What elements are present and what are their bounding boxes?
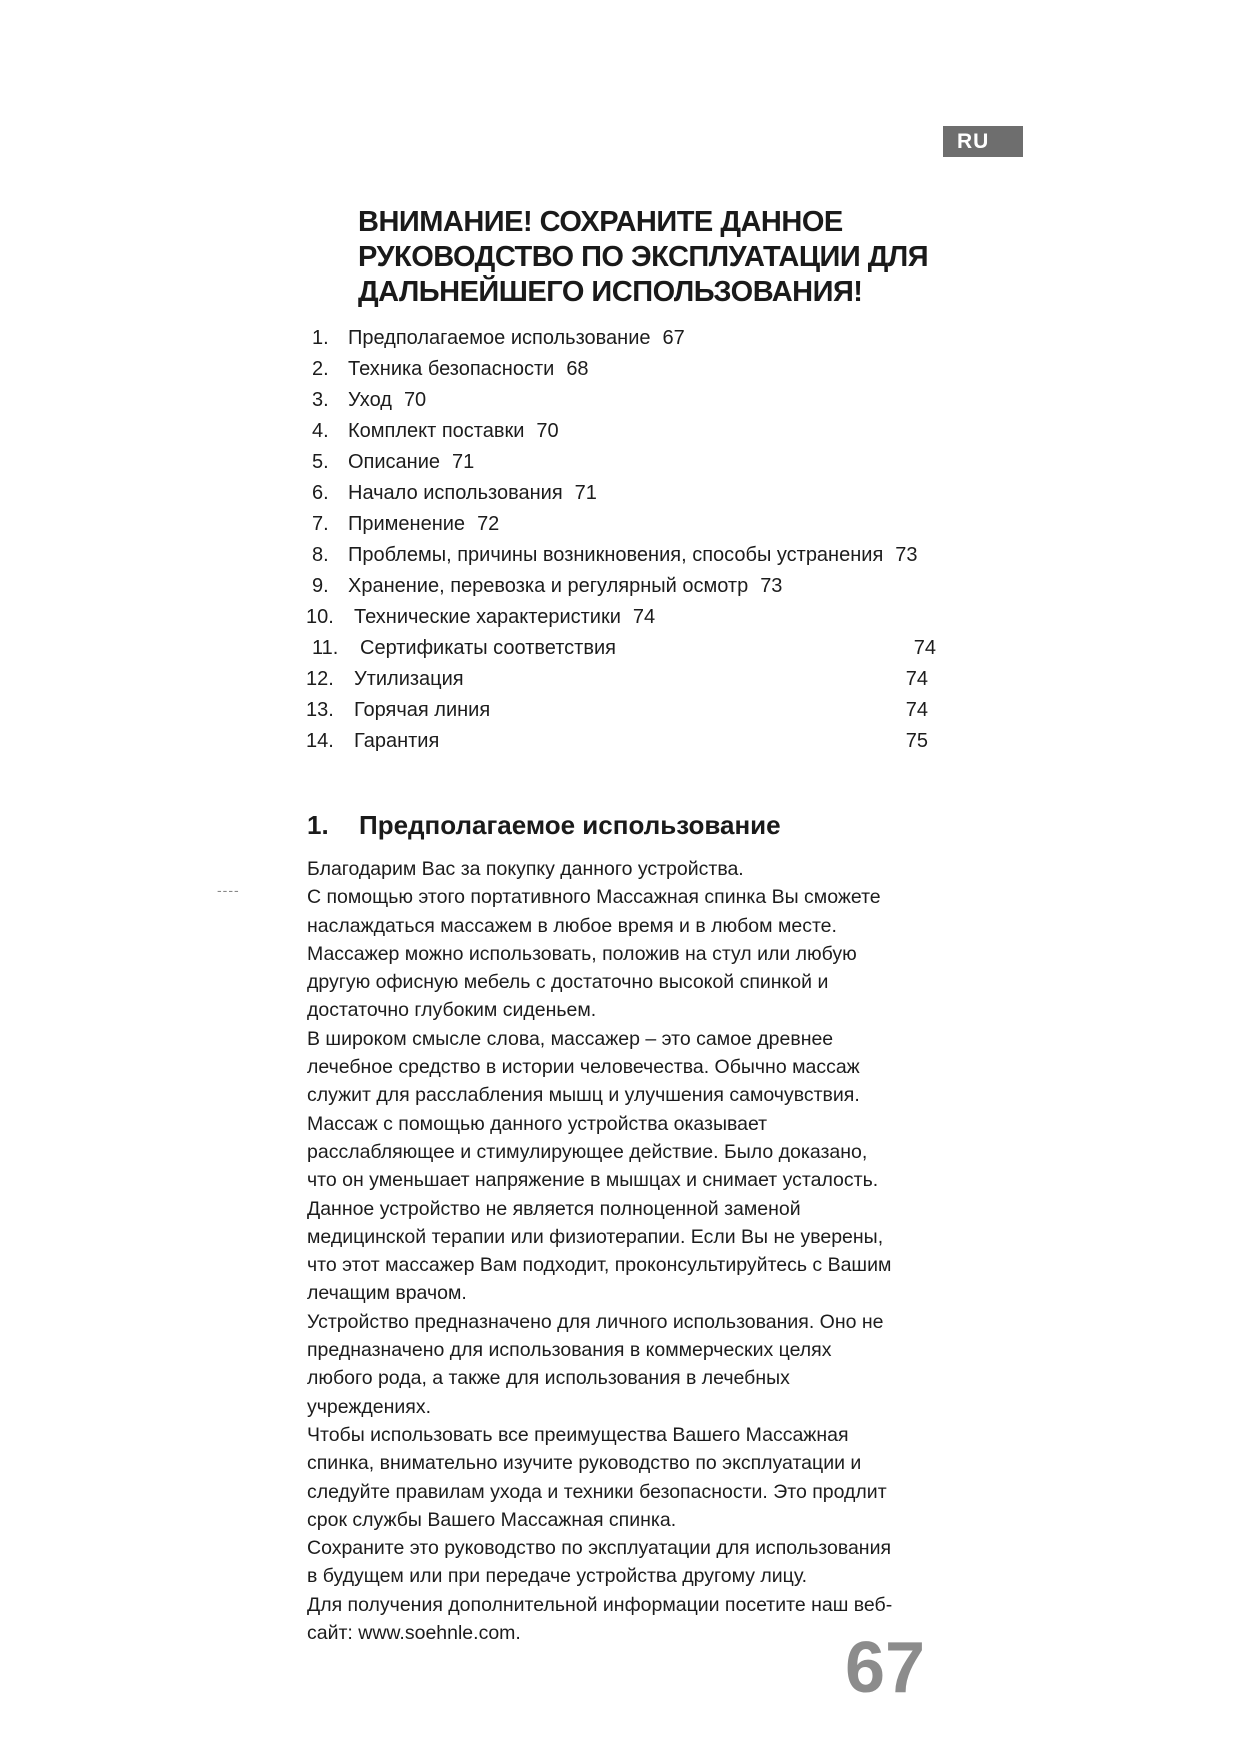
body-line: лечащим врачом. [307,1282,467,1305]
toc-item[interactable] [312,354,952,385]
toc-number: 9. [312,575,329,597]
toc-label: Уход 70 [348,389,427,411]
body-line: лечебное средство в истории человечества. Обычно массаж [307,1056,860,1079]
toc-page: 70 [403,389,427,411]
body-line: медицинской терапии или физиотерапии. Если Вы не уверены, [307,1225,884,1248]
toc-number: 8. [312,544,329,566]
margin-mark: ---- [217,882,240,898]
body-line: Массажер можно использовать, положив на стул или любую [307,942,857,965]
body-line: Чтобы использовать все преимущества Вашего Массажная [307,1423,849,1446]
page-number: 67 [845,1628,926,1708]
table-of-contents [306,323,952,757]
toc-page: 72 [477,513,500,535]
body-line: срок службы Вашего Массажная спинка. [307,1508,677,1531]
body-line: следуйте правилам ухода и техники безопасности. Это продлит [307,1480,887,1503]
toc-page: 68 [566,358,589,380]
toc-number: 14. [306,730,334,752]
toc-number: 3. [312,389,329,411]
toc-label: Проблемы, причины возникновения, способы устранения 73 [348,544,918,566]
body-line: Устройство предназначено для личного использования. Оно не [307,1310,884,1333]
body-line: спинка, внимательно изучите руководство по эксплуатации и [307,1452,862,1475]
body-line: достаточно глубоким сиденьем. [307,999,597,1022]
toc-page: 73 [760,575,783,597]
body-line: что этот массажер Вам подходит, проконсультируйтесь с Вашим [307,1254,892,1277]
toc-number: 5. [312,451,329,473]
toc-page: 74 [632,606,656,628]
toc-page: 74 [905,699,928,721]
toc-page: 74 [905,668,928,690]
body-line: Для получения дополнительной информации посетите наш веб- [307,1593,893,1616]
toc-label: Техника безопасности 68 [348,358,589,380]
toc-label: Хранение, перевозка и регулярный осмотр 73 [348,575,783,597]
body-line: наслаждаться массажем в любое время и в любом месте. [307,914,837,937]
toc-item[interactable] [312,571,952,602]
body-line: Сохраните это руководство по эксплуатации для использования [307,1537,892,1560]
toc-label: Утилизация [354,668,464,690]
toc-number: 12. [306,668,334,690]
toc-label: Гарантия [354,730,440,752]
toc-item[interactable] [312,385,952,416]
toc-number: 6. [312,482,329,504]
toc-item[interactable] [312,633,952,664]
toc-item[interactable] [312,540,952,571]
section-number: 1. [307,810,329,840]
toc-item[interactable] [312,323,952,354]
toc-label: Предполагаемое использование 67 [348,327,685,349]
body-line: В широком смысле слова, массажер – это самое древнее [307,1027,834,1050]
language-badge: RU [943,126,1023,157]
body-line: в будущем или при передаче устройства другому лицу. [307,1565,808,1588]
toc-page: 70 [536,420,559,442]
toc-label: Комплект поставки 70 [348,420,559,442]
toc-label: Применение 72 [348,513,500,535]
toc-item[interactable] [312,447,952,478]
toc-number: 4. [312,420,329,442]
section-heading [307,808,781,842]
body-line: Благодарим Вас за покупку данного устройства. [307,858,744,880]
body-line: что он уменьшает напряжение в мышцах и снимает усталость. [307,1169,879,1192]
page-title [358,205,958,310]
toc-item[interactable] [312,478,952,509]
body-line: С помощью этого портативного Массажная спинка Вы сможете [307,886,881,909]
title-line: ВНИМАНИЕ! СОХРАНИТЕ ДАННОЕ [358,206,843,238]
toc-number: 1. [312,327,329,349]
body-line: учреждениях. [307,1395,432,1418]
body-line: Данное устройство не является полноценной заменой [307,1197,801,1220]
toc-item[interactable] [306,664,952,695]
body-line: другую офисную мебель с достаточно высокой спинкой и [307,971,829,994]
toc-number: 13. [306,699,334,721]
toc-item[interactable] [306,602,952,633]
toc-number: 7. [312,513,329,535]
toc-number: 11. [312,637,339,659]
toc-number: 2. [312,358,329,380]
body-text [307,855,947,1647]
toc-item[interactable] [306,726,952,757]
body-line: предназначено для использования в коммерческих целях [307,1339,832,1362]
section-title: Предполагаемое использование [359,810,781,840]
toc-label: Горячая линия [354,699,491,721]
body-line: расслабляющее и стимулирующее действие. Было доказано, [307,1140,868,1163]
body-line: служит для расслабления мышц и улучшения самочувствия. [307,1084,860,1107]
toc-page: 75 [905,730,928,752]
title-line: ДАЛЬНЕЙШЕГО ИСПОЛЬЗОВАНИЯ! [358,276,863,308]
body-line: Массаж с помощью данного устройства оказывает [307,1112,768,1135]
title-line: РУКОВОДСТВО ПО ЭКСПЛУАТАЦИИ ДЛЯ [358,241,929,273]
body-line: любого рода, а также для использования в лечебных [307,1367,790,1390]
toc-number: 10. [306,606,334,628]
body-line: сайт: www.soehnle.com. [307,1622,521,1645]
toc-page: 71 [452,451,475,473]
toc-label: Описание 71 [348,451,475,473]
toc-page: 67 [662,327,685,349]
toc-item[interactable] [306,695,952,726]
toc-page: 71 [574,482,597,504]
toc-label: Начало использования 71 [348,482,597,504]
toc-page: 74 [913,637,936,659]
toc-label: Сертификаты соответствия [360,637,616,659]
toc-page: 73 [895,544,918,566]
toc-item[interactable] [312,416,952,447]
toc-label: Технические характеристики 74 [354,606,656,628]
toc-item[interactable] [312,509,952,540]
